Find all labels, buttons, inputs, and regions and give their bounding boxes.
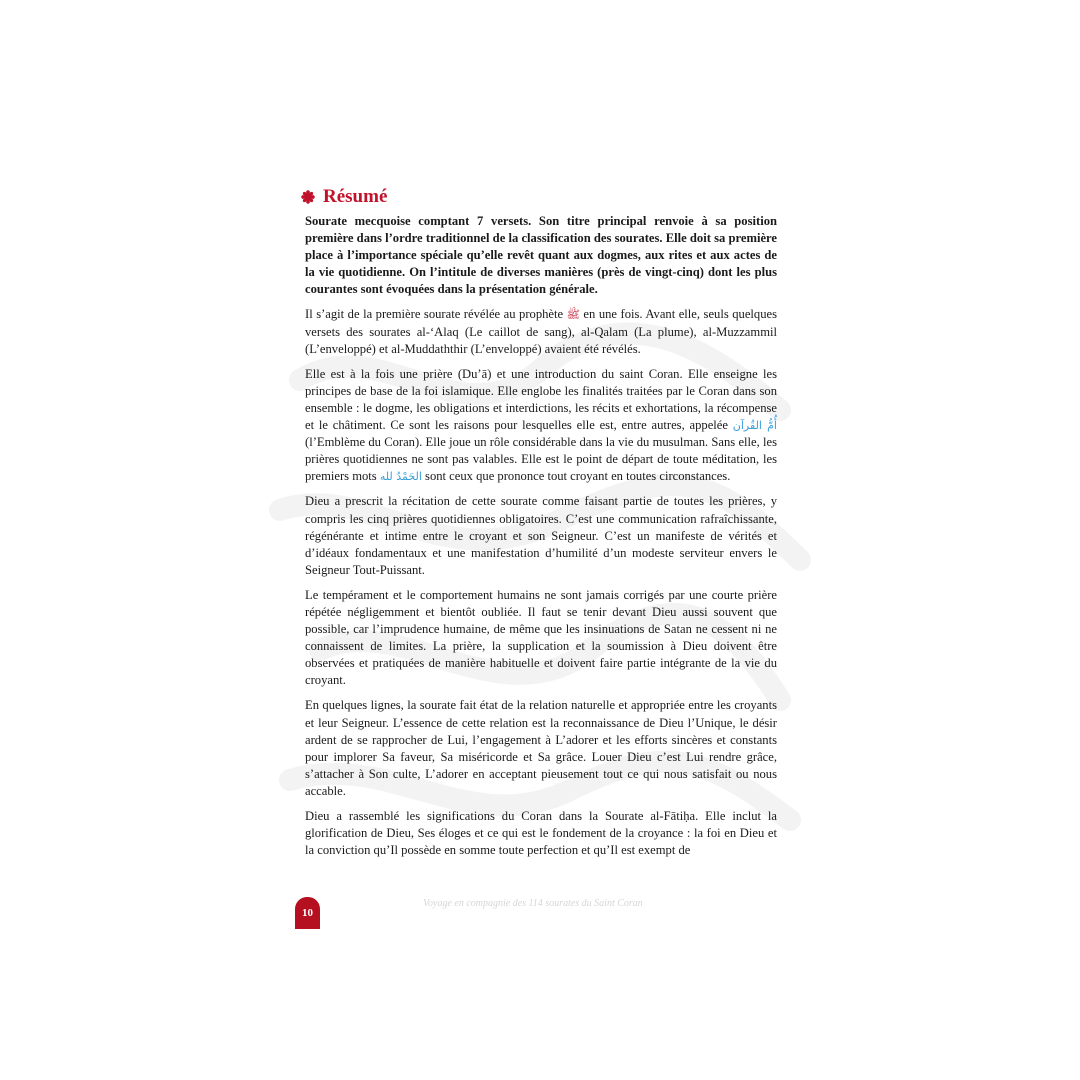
page-footer	[295, 897, 775, 929]
paragraph-5: En quelques lignes, la sourate fait état de la relation naturelle et appropriée entre les croyants et leur Seigneur. L’essence de cette relation est la reconnaissance de Dieu l’Unique, le désir ardent de se rapprocher de Lui, l’engagement à L’adorer et les efforts sincères et constants pour implorer Sa faveur, Sa miséricorde et Sa grâce. Louer Dieu c’est Lui rendre grâce, s’attacher à Son culte, L’adorer en acceptant pieusement tout ce qui nous satisfait ou nous accable.	[305, 698, 777, 798]
paragraph-2-text-a: Elle est à la fois une prière (Du’ā) et une introduction du saint Coran. Elle enseigne les principes de base de la foi islamique. Elle englobe les finalités traitées par le Coran dans son ensemble : le dogme, les obligations et interdictions, les récits et exhortations, la récompense et le châtiment. Ce sont les raisons pour lesquelles elle est, entre autres, appelée	[305, 366, 777, 433]
paragraph-1	[305, 306, 777, 357]
page-content	[305, 185, 777, 867]
paragraph-4: Le tempérament et le comportement humains ne sont jamais corrigés par une courte prière répétée négligemment et bientôt oubliée. Il faut se tenir devant Dieu aussi souvent que possible, car l’imprudence humaine, de même que les insinuations de Satan ne cessent ni ne connaissent de limites. La prière, la supplication et la soumission à Dieu doivent être observées et pratiquées de manière habituelle et doivent faire partie intégrante de la vie du croyant.	[305, 587, 777, 688]
paragraph-6: Dieu a rassemblé les significations du Coran dans la Sourate al-Fātiḥa. Elle inclut la glorification de Dieu, Ses éloges et ce qui est le fondement de la croyance : la foi en Dieu et la conviction qu’Il possède en somme toute perfection et qu’Il est exempt de	[305, 809, 777, 858]
section-heading	[301, 185, 777, 209]
running-title: Voyage en compagnie des 114 sourates du Saint Coran	[423, 898, 643, 909]
salutation-glyph: ﷺ	[566, 308, 580, 322]
paragraph-1-text-a: Il s’agit de la première sourate révélée au prophète	[305, 307, 567, 322]
rosette-icon	[301, 190, 315, 204]
page-number: 10	[295, 897, 320, 929]
paragraph-2-text-c: sont ceux que prononce tout croyant en toutes circonstances.	[421, 469, 731, 484]
paragraph-3: Dieu a prescrit la récitation de cette sourate comme faisant partie de toutes les prières, y compris les cinq prières quotidiennes obligatoires. C’est une communication rafraîchissante, régénérante et intime entre le croyant et son Seigneur. C’est un manifeste de vérités et d’idéaux fondamentaux et une manifestation d’humilité d’un modeste serviteur envers le Seigneur Tout-Puissant.	[305, 494, 777, 577]
summary-intro: Sourate mecquoise comptant 7 versets. Son titre principal renvoie à sa position première dans l’ordre traditionnel de la classification des sourates. Elle doit sa première place à l’importance spéciale qu’elle revêt quant aux dogmes, aux rites et aux actes de la vie quotidienne. On l’intitule de diverses manières (près de vingt-cinq) dont les plus courantes sont évoquées dans la présentation générale.	[305, 214, 777, 297]
paragraph-2	[305, 366, 777, 486]
arabic-term-umm-al-quran: أُمُّ القُرآن	[732, 419, 777, 433]
paragraph-1-text-b: en une fois. Avant elle, seuls quelques versets des sourates al-‘Alaq (Le caillot de sang), al-Qalam (La plume), al-Muzzammil (L’enveloppé) et al-Muddaththir (L’enveloppé) avaient été révélés.	[305, 307, 777, 356]
arabic-term-al-hamdu-lillah: الحَمْدُ لله	[379, 470, 422, 484]
section-title: Résumé	[323, 186, 388, 207]
paragraph-2-text-b: (l’Emblème du Coran). Elle joue un rôle considérable dans la vie du musulman. Sans elle, les prières quotidiennes ne sont pas valables. Elle est le point de départ de toute méditation, les premiers mots	[305, 435, 777, 484]
